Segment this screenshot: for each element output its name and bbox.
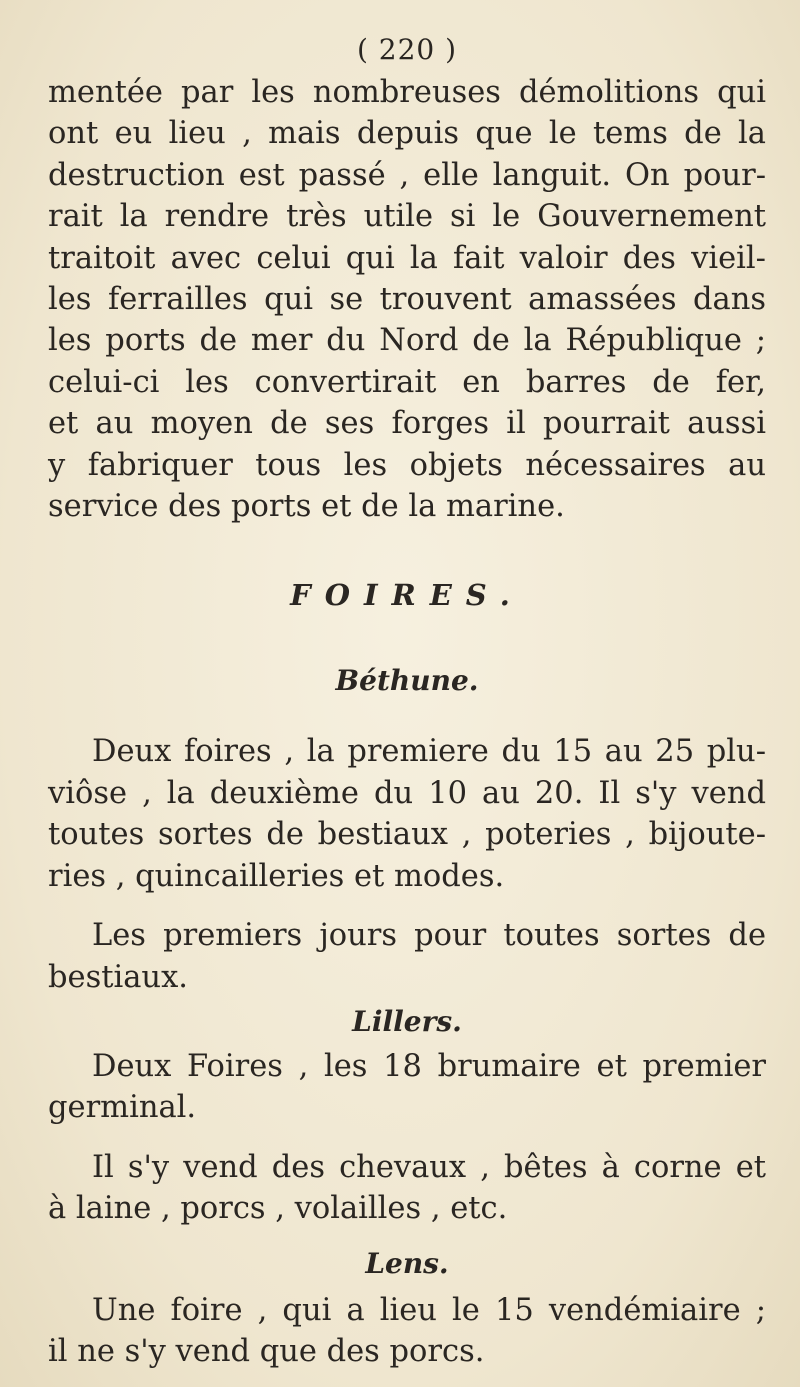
- text-line: Deux Foires , les 18 brumaire et premier: [92, 1048, 766, 1084]
- page-number: ( 220 ): [356, 33, 458, 66]
- text-line: viôse , la deuxième du 10 au 20. Il s'y vend: [48, 775, 766, 811]
- subheading-bethune: Béthune.: [335, 664, 479, 698]
- text-line: destruction est passé , elle languit. On pour-: [48, 157, 766, 193]
- text-line: service des ports et de la marine.: [48, 489, 565, 525]
- text-line: les ferrailles qui se trouvent amassées dans: [48, 282, 766, 318]
- lillers-paragraph-2: [48, 1147, 766, 1230]
- text-line: les ports de mer du Nord de la République ;: [48, 323, 766, 359]
- text-line: germinal.: [48, 1090, 197, 1126]
- paragraph-gap: [48, 897, 766, 915]
- text-line: Les premiers jours pour toutes sortes de: [92, 918, 766, 954]
- lillers-paragraph-1: [48, 1046, 766, 1129]
- subheading-lens: Lens.: [365, 1246, 449, 1280]
- text-line: y fabriquer tous les objets nécessaires au: [48, 447, 766, 483]
- subheading-lillers: Lillers.: [352, 1004, 462, 1038]
- text-line: et au moyen de ses forges il pourrait aussi: [48, 406, 766, 442]
- intro-paragraph: [48, 72, 766, 527]
- lens-paragraph-1: [48, 1290, 766, 1373]
- text-line: Deux foires , la premiere du 15 au 25 plu-: [92, 734, 766, 770]
- text-line: mentée par les nombreuses démolitions qui: [48, 75, 766, 110]
- text-line: ries , quincailleries et modes.: [48, 858, 505, 894]
- text-line: il ne s'y vend que des porcs.: [48, 1333, 485, 1369]
- text-line: à laine , porcs , volailles , etc.: [48, 1191, 508, 1227]
- section-heading-foires: FOIRES.: [290, 578, 524, 613]
- text-line: celui-ci les convertirait en barres de fer,: [48, 364, 766, 400]
- text-line: Il s'y vend des chevaux , bêtes à corne et: [92, 1149, 766, 1185]
- paragraph-gap: [48, 1129, 766, 1147]
- text-line: ont eu lieu , mais depuis que le tems de la: [48, 116, 766, 152]
- text-line: Une foire , qui a lieu le 15 vendémiaire ;: [92, 1292, 766, 1328]
- text-line: toutes sortes de bestiaux , poteries , bijoute-: [48, 817, 766, 853]
- text-line: bestiaux.: [48, 959, 188, 995]
- bethune-paragraph-1: [48, 731, 766, 897]
- bethune-paragraph-2: [48, 915, 766, 998]
- text-line: traitoit avec celui qui la fait valoir des vieil-: [48, 240, 766, 276]
- text-line: rait la rendre très utile si le Gouvernement: [48, 199, 766, 235]
